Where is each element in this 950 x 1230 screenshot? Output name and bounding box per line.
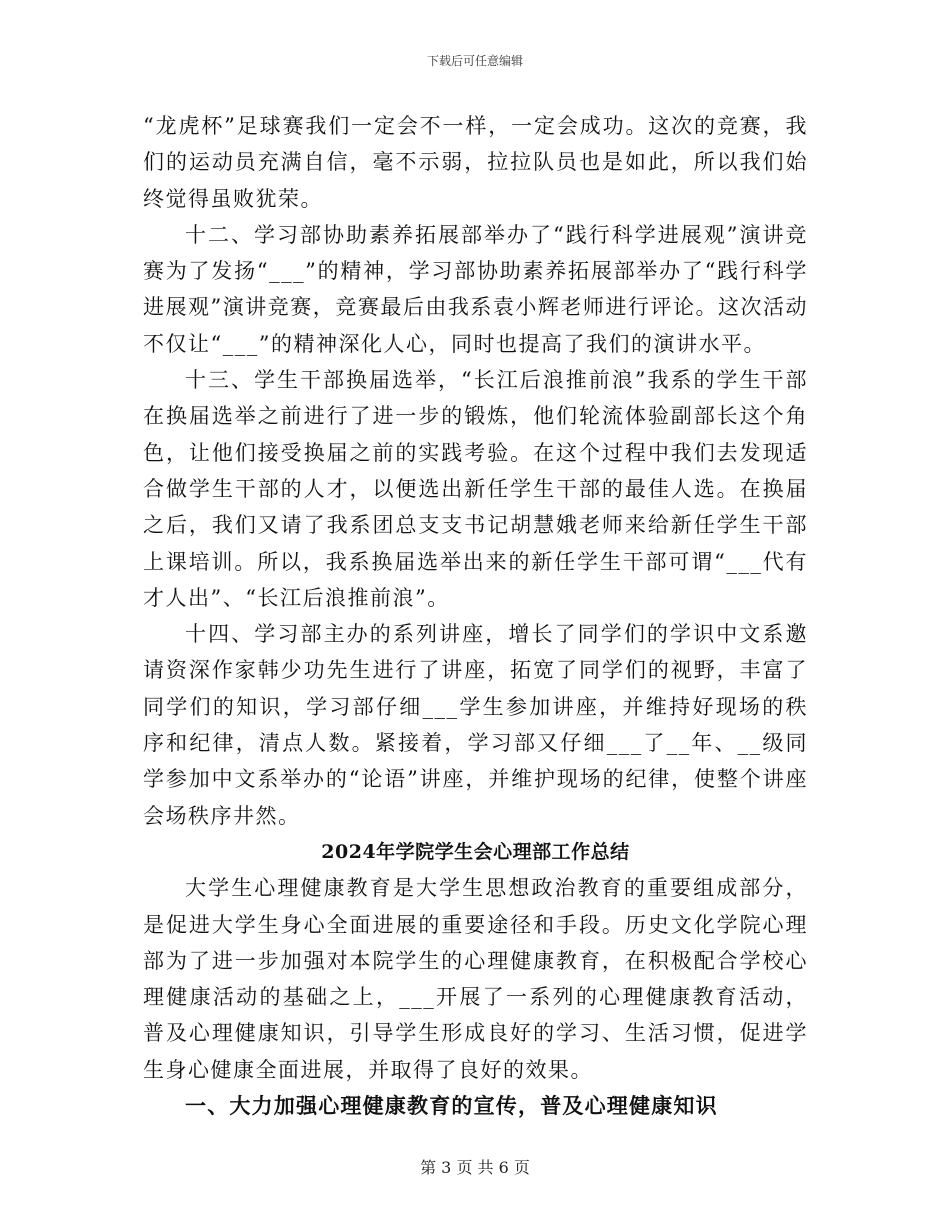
section-title: 2024年学院学生会心理部工作总结 xyxy=(321,840,630,863)
paragraph-item-12: 十二、学习部协助素养拓展部举办了“践行科学进展观”演讲竞赛为了发扬“___”的精神，学习部协助素养拓展部举办了“践行科学进展观”演讲竞赛，竞赛最后由我系袁小辉老师进行评论。这次活动不仅让“___”的精神深化人心，同时也提高了我们的演讲水平。 xyxy=(143,222,808,356)
document-body xyxy=(143,108,808,1124)
paragraph-continuation: “龙虎杯”足球赛我们一定会不一样，一定会成功。这次的竞赛，我们的运动员充满自信，毫不示弱，拉拉队员也是如此，所以我们始终觉得虽败犹荣。 xyxy=(143,114,808,211)
page-footer: 第 3 页 共 6 页 xyxy=(420,1158,530,1177)
page-header: 下载后可任意编辑 xyxy=(426,54,523,68)
section-intro-paragraph: 大学生心理健康教育是大学生思想政治教育的重要组成部分，是促进大学生身心全面进展的重要途径和手段。历史文化学院心理部为了进一步加强对本院学生的心理健康教育，在积极配合学校心理健康活动的基础之上，___开展了一系列的心理健康教育活动，普及心理健康知识，引导学生形成良好的学习、生活习惯，促进学生身心健康全面进展，并取得了良好的效果。 xyxy=(143,876,808,1082)
section-subheading: 一、大力加强心理健康教育的宣传，普及心理健康知识 xyxy=(185,1093,718,1119)
paragraph-item-14: 十四、学习部主办的系列讲座，增长了同学们的学识中文系邀请资深作家韩少功先生进行了讲座，拓宽了同学们的视野，丰富了同学们的知识，学习部仔细___学生参加讲座，并维持好现场的秩序和纪律，清点人数。紧接着，学习部又仔细___了__年、__级同学参加中文系举办的“论语”讲座，并维护现场的纪律，使整个讲座会场秩序井然。 xyxy=(143,622,808,828)
paragraph-item-13: 十三、学生干部换届选举，“长江后浪推前浪”我系的学生干部在换届选举之前进行了进一步的锻炼，他们轮流体验副部长这个角色，让他们接受换届之前的实践考验。在这个过程中我们去发现适合做学生干部的人才，以便选出新任学生干部的最佳人选。在换届之后，我们又请了我系团总支支书记胡慧娥老师来给新任学生干部上课培训。所以，我系换届选举出来的新任学生干部可谓“___代有才人出”、“长江后浪推前浪”。 xyxy=(143,368,808,610)
